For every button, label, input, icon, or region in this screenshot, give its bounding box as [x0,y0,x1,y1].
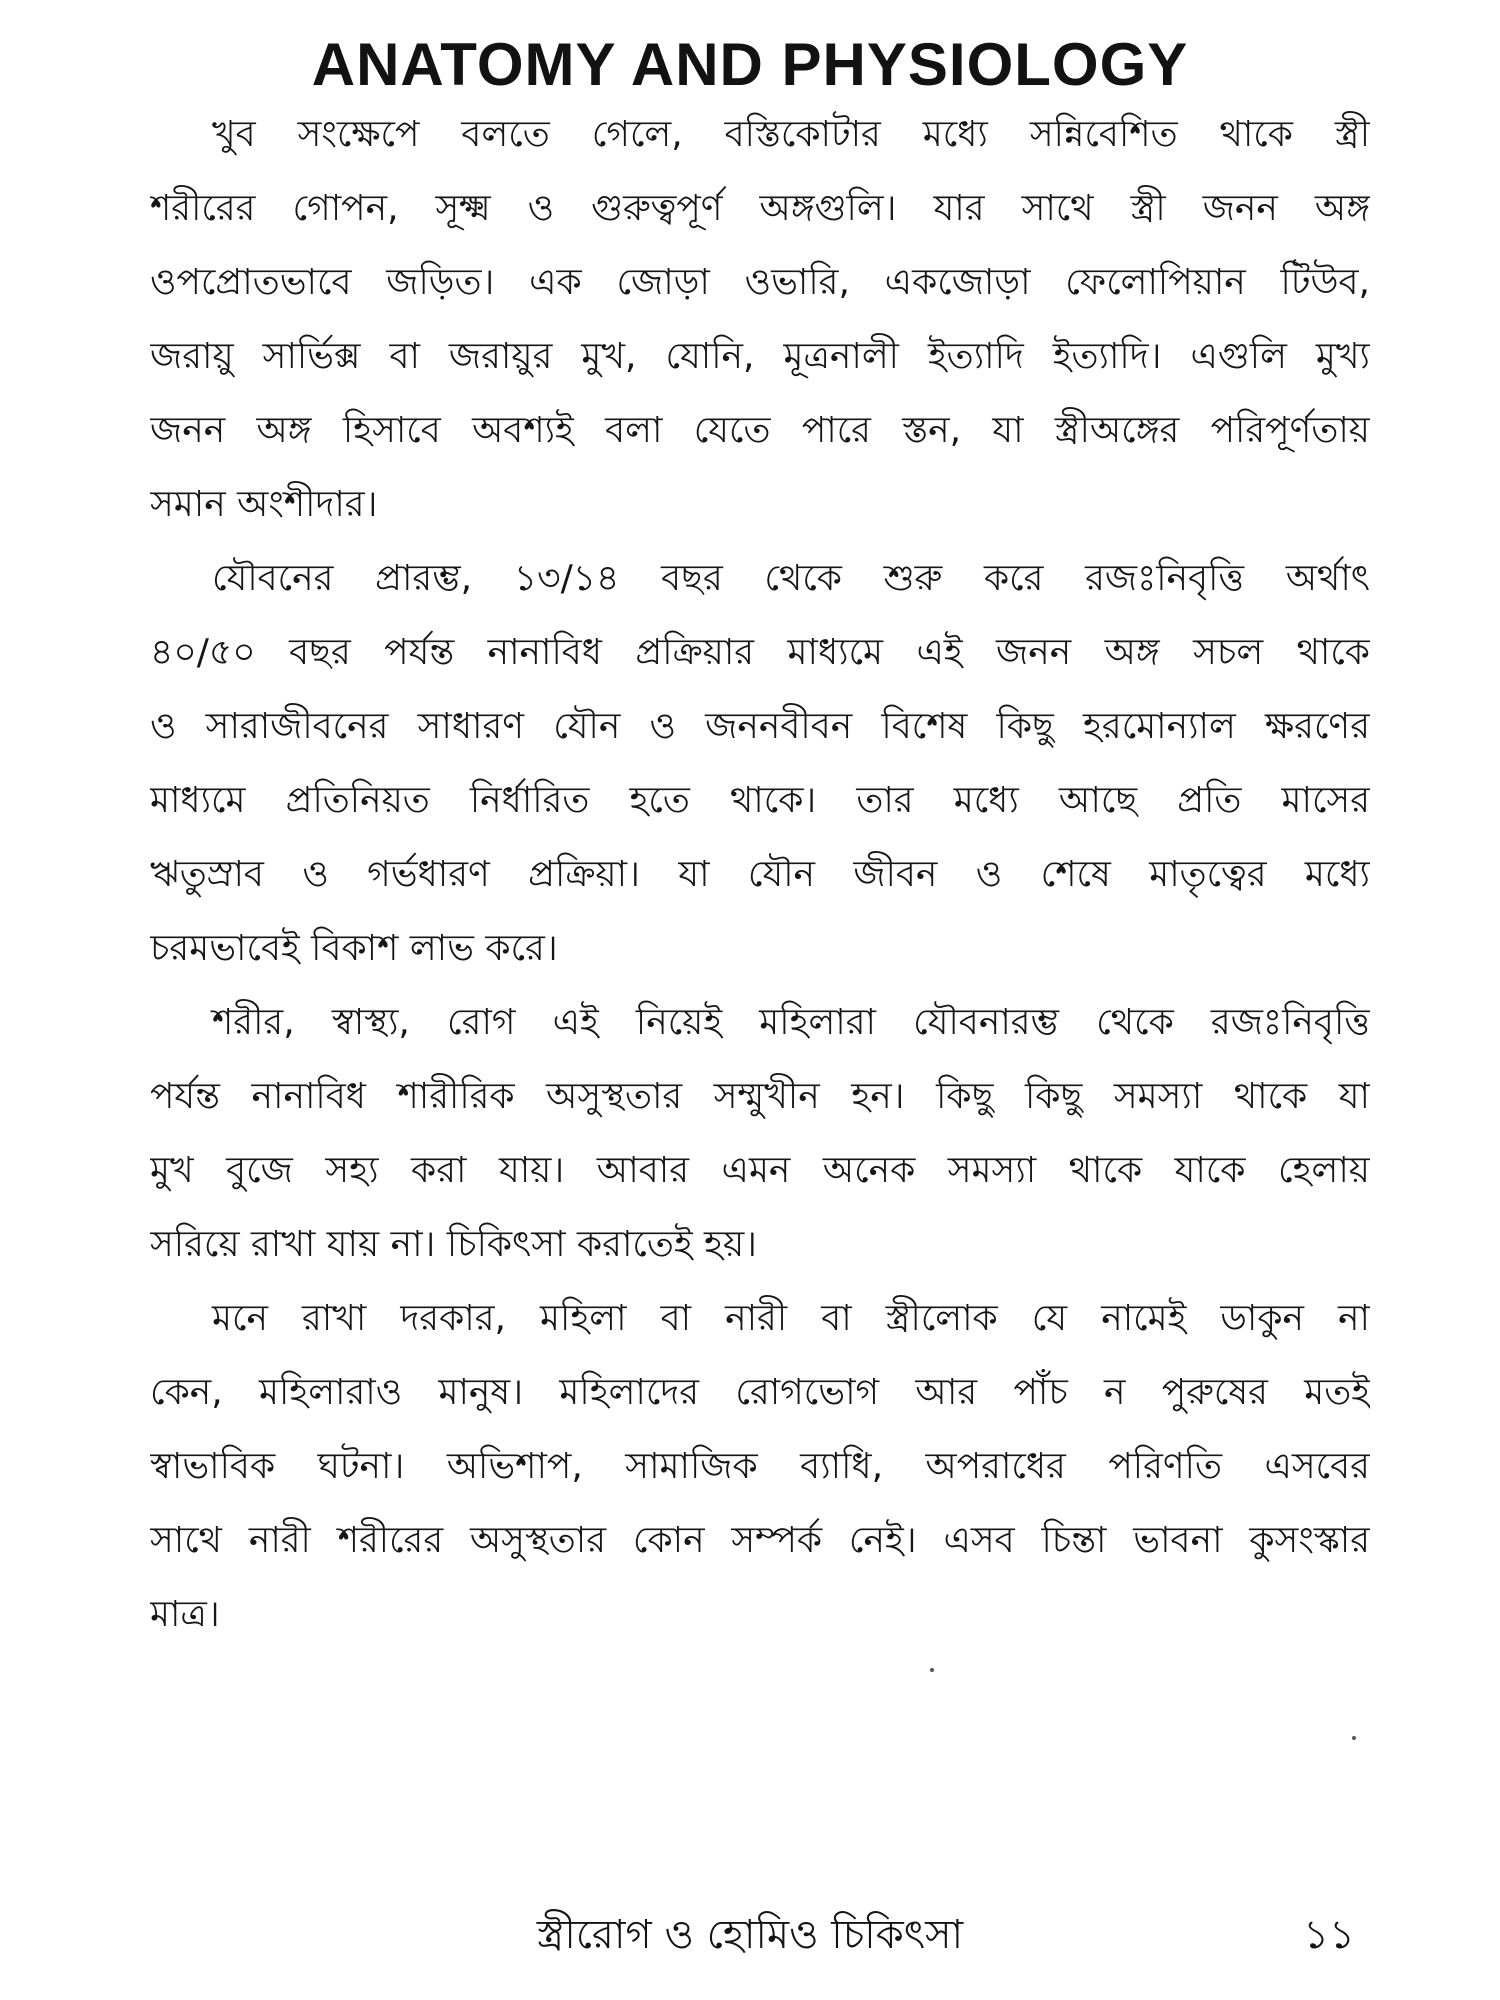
text-line: ঋতুস্রাব ও গর্ভধারণ প্রক্রিয়া। যা যৌন জীবন ও শেষে মাতৃত্বের মধ্যে [150,854,1370,895]
body-text [150,98,1370,1652]
text-line: স্বাভাবিক ঘটনা। অভিশাপ, সামাজিক ব্যাধি, অপরাধের পরিণতি এসবের [150,1446,1370,1487]
text-line: সমান অংশীদার। [150,484,378,525]
page-title: ANATOMY AND PHYSIOLOGY [311,31,1189,98]
scan-speck [930,1668,934,1672]
text-line: যৌবনের প্রারম্ভ, ১৩/১৪ বছর থেকে শুরু করে রজঃনিবৃত্তি অর্থাৎ [212,558,1370,599]
paragraph-2 [150,542,1370,986]
text-line: মনে রাখা দরকার, মহিলা বা নারী বা স্ত্রীলোক যে নামেই ডাকুন না [212,1298,1370,1339]
paragraph-4 [150,1282,1370,1652]
text-line: সাথে নারী শরীরের অসুস্থতার কোন সম্পর্ক নেই। এসব চিন্তা ভাবনা কুসংস্কার [150,1520,1370,1561]
text-line: ও সারাজীবনের সাধারণ যৌন ও জননবীবন বিশেষ কিছু হরমোন্যাল ক্ষরণের [150,706,1370,747]
paragraph-3 [150,986,1370,1282]
text-line: কেন, মহিলারাও মানুষ। মহিলাদের রোগভোগ আর পাঁচ ন পুরুষের মতই [150,1372,1370,1413]
text-line: খুব সংক্ষেপে বলতে গেলে, বস্তিকোটার মধ্যে সন্নিবেশিত থাকে স্ত্রী [212,114,1370,155]
text-line: শরীরের গোপন, সূক্ষ্ম ও গুরুত্বপূর্ণ অঙ্গগুলি। যার সাথে স্ত্রী জনন অঙ্গ [150,188,1370,229]
scan-speck [1352,1736,1356,1740]
paragraph-1 [150,98,1370,542]
text-line: জনন অঙ্গ হিসাবে অবশ্যই বলা যেতে পারে স্তন, যা স্ত্রীঅঙ্গের পরিপূর্ণতায় [150,410,1370,451]
text-line: পর্যন্ত নানাবিধ শারীরিক অসুস্থতার সম্মুখীন হন। কিছু কিছু সমস্যা থাকে যা [150,1076,1370,1117]
text-line: ওপপ্রোতভাবে জড়িত। এক জোড়া ওভারি, একজোড়া ফেলোপিয়ান টিউব, [150,262,1370,303]
page-number: ১১ [1303,1912,1355,1958]
text-line: মাত্র। [150,1594,220,1635]
running-footer-title: স্ত্রীরোগ ও হোমিও চিকিৎসা [536,1912,964,1958]
text-line: জরায়ু সার্ভিক্স বা জরায়ুর মুখ, যোনি, মূত্রনালী ইত্যাদি ইত্যাদি। এগুলি মুখ্য [150,336,1370,377]
text-line: মাধ্যমে প্রতিনিয়ত নির্ধারিত হতে থাকে। তার মধ্যে আছে প্রতি মাসের [150,780,1370,821]
text-line: সরিয়ে রাখা যায় না। চিকিৎসা করাতেই হয়। [150,1224,758,1265]
text-line: চরমভাবেই বিকাশ লাভ করে। [150,928,558,969]
text-line: ৪০/৫০ বছর পর্যন্ত নানাবিধ প্রক্রিয়ার মাধ্যমে এই জনন অঙ্গ সচল থাকে [150,632,1370,673]
text-line: মুখ বুজে সহ্য করা যায়। আবার এমন অনেক সমস্যা থাকে যাকে হেলায় [150,1150,1370,1191]
text-line: শরীর, স্বাস্থ্য, রোগ এই নিয়েই মহিলারা যৌবনারম্ভ থেকে রজঃনিবৃত্তি [212,1002,1370,1043]
